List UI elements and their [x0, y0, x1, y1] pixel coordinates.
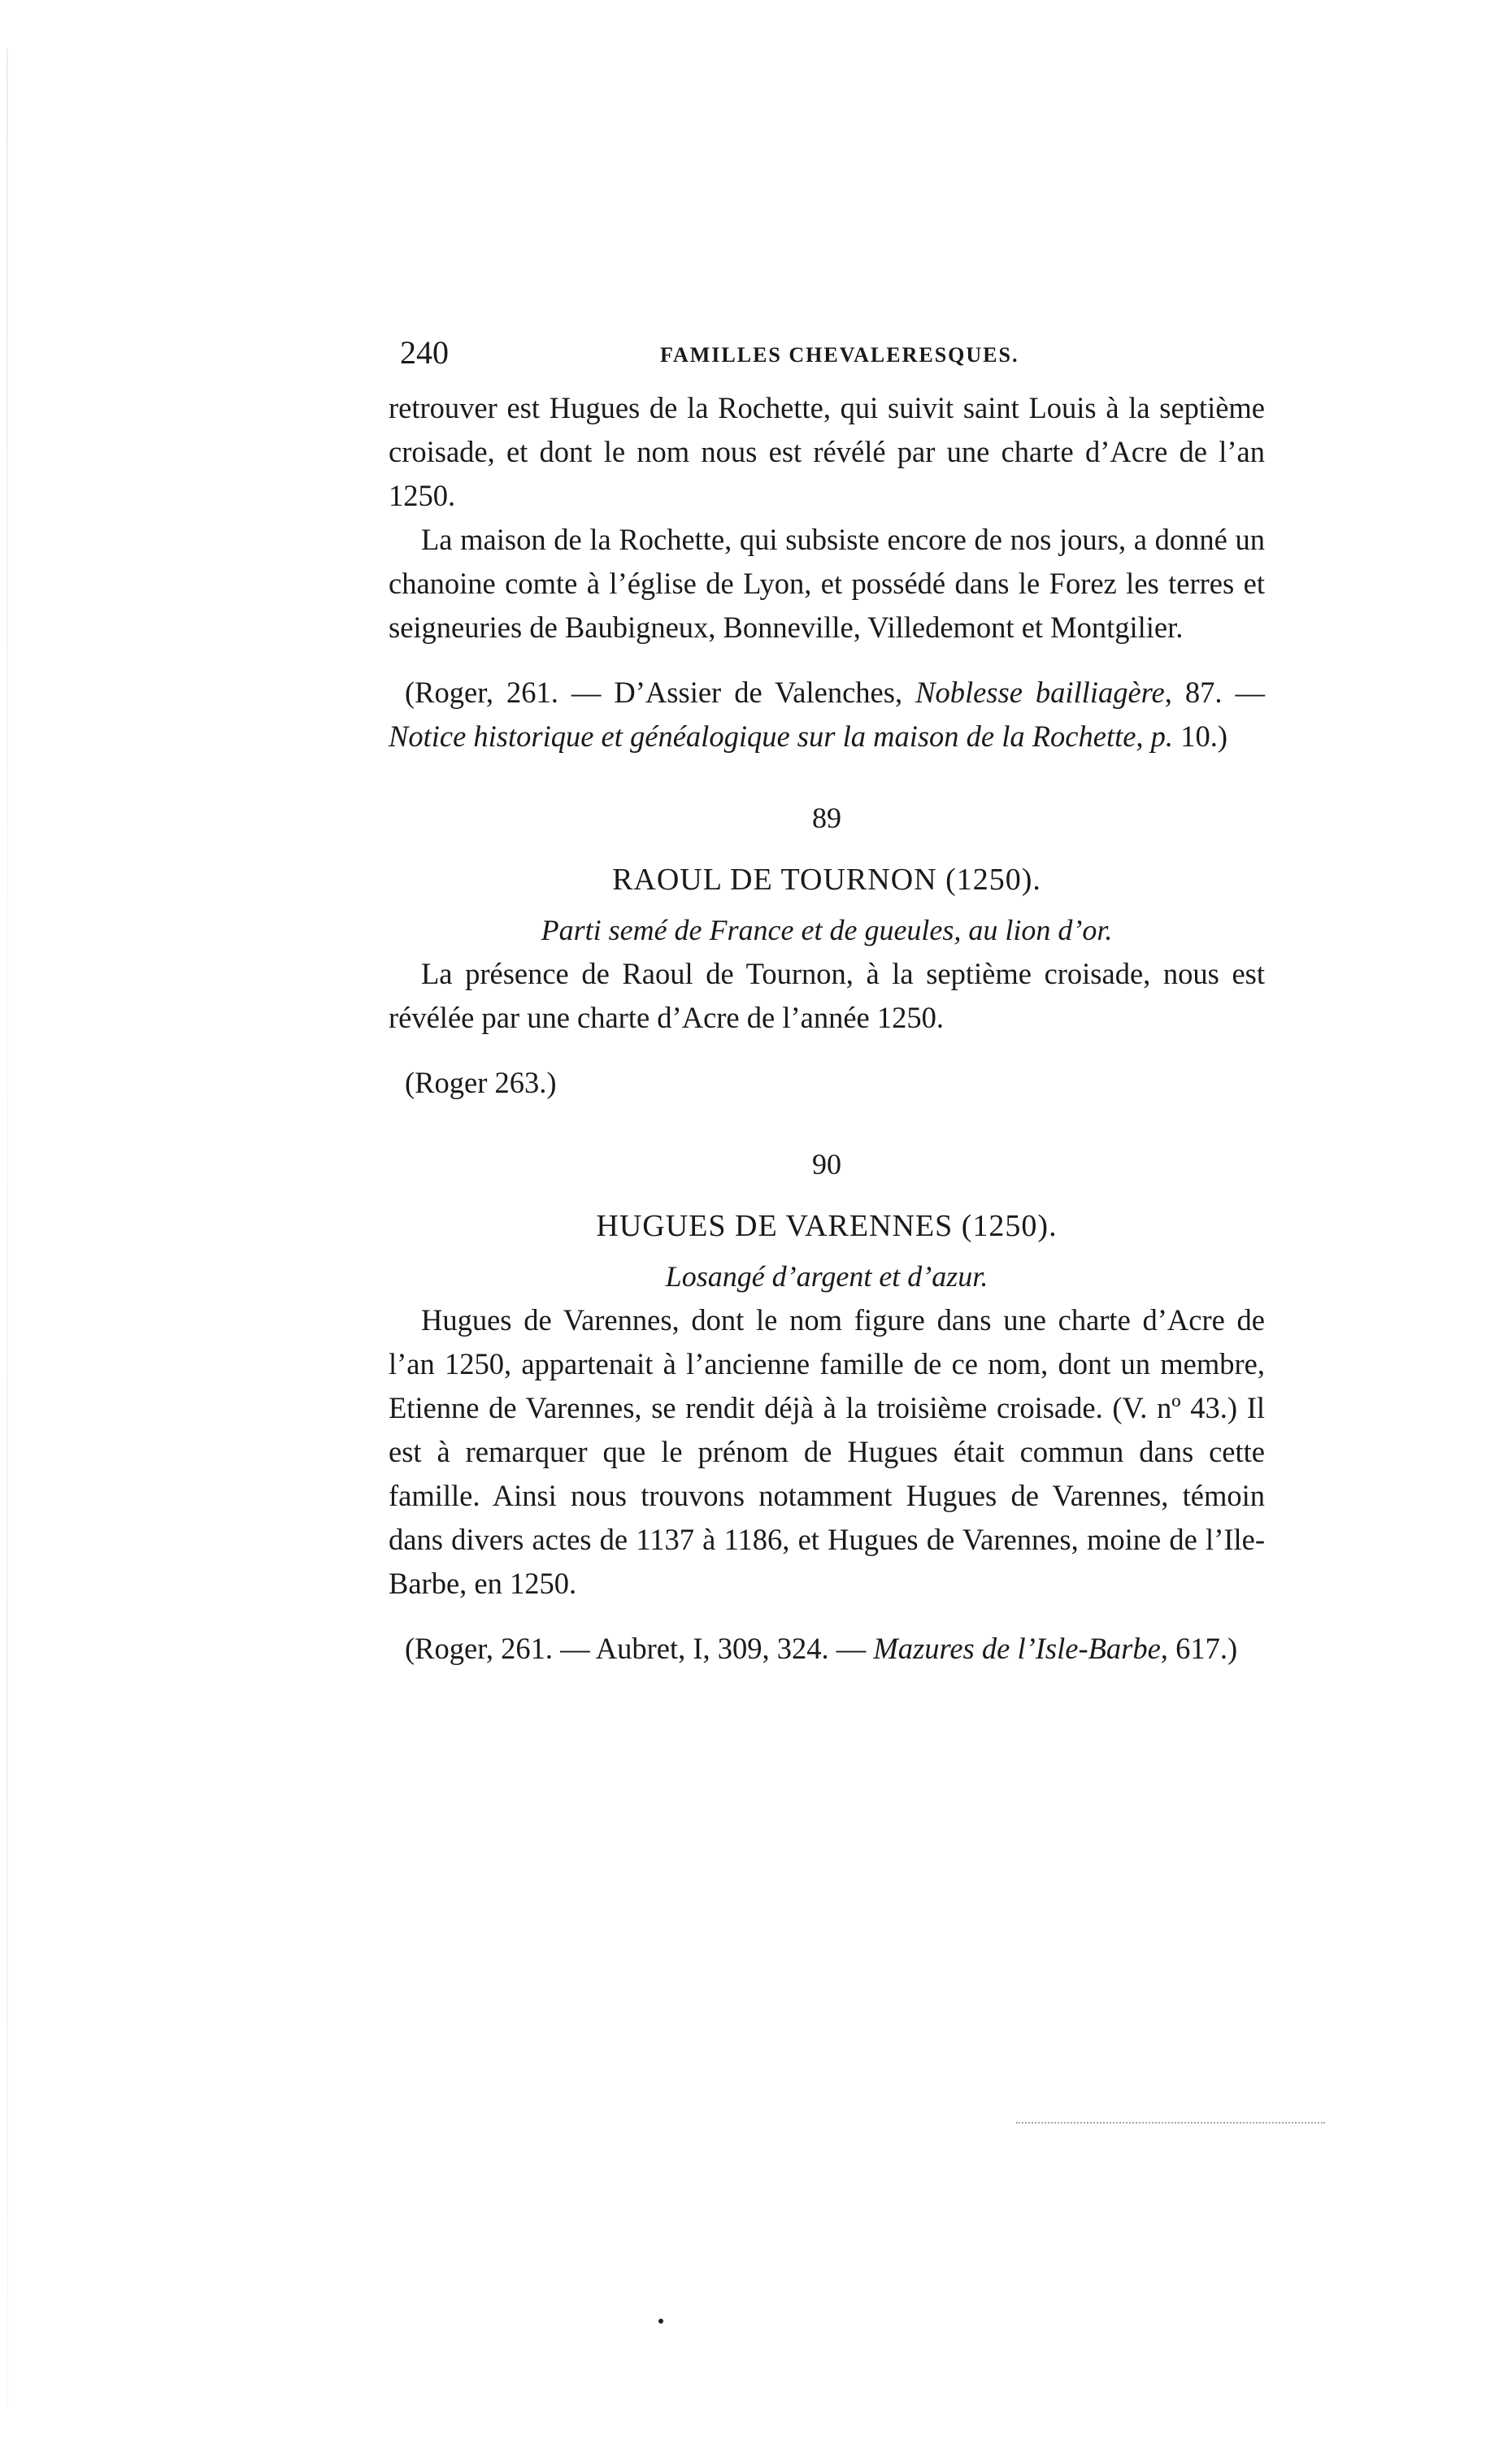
- entry-paragraph: La présence de Raoul de Tournon, à la septième croisade, nous est révélée par une charte d’Acre de l’année 1250.: [389, 957, 1265, 1034]
- citation-text: (Roger, 261. — D’Assier de Valenches,: [405, 676, 916, 709]
- entry-title: RAOUL DE TOURNON (1250).: [612, 863, 1041, 897]
- entry-number: 90: [812, 1148, 841, 1180]
- rochette-citation: [389, 671, 1265, 759]
- entry-citation: [389, 1627, 1265, 1671]
- rochette-paragraph: La maison de la Rochette, qui subsiste encore de nos jours, a donné un chanoine comte à l’église de Lyon, et possédé dans le Forez les terres et seigneuries de Baubigneux, Bonneville, Villedemont et Montgilier.: [389, 523, 1265, 644]
- entry-arms: Losangé d’argent et d’azur.: [665, 1260, 988, 1293]
- entry-arms: Parti semé de France et de gueules, au lion d’or.: [541, 914, 1113, 946]
- entry-paragraph: Hugues de Varennes, dont le nom figure dans une charte d’Acre de l’an 1250, appartenait à l’ancienne famille de ce nom, dont un membre, Etienne de Varennes, se rendit déjà à la troisième croisade. (V. nº 43.) Il est à remarquer que le prénom de Hugues était commun dans cette famille. Ainsi nous trouvons notamment Hugues de Varennes, témoin dans divers actes de 1137 à 1186, et Hugues de Varennes, moine de l’Ile-Barbe, en 1250.: [389, 1303, 1265, 1600]
- entry-number: 89: [812, 802, 841, 834]
- page-number: 240: [400, 334, 449, 371]
- scan-edge-artifact: [7, 49, 8, 2406]
- entry-citation: (Roger 263.): [405, 1066, 557, 1099]
- citation-italic: Mazures de l’Isle-Barbe,: [873, 1632, 1168, 1665]
- scan-dots-artifact: [1016, 2122, 1325, 2128]
- page-header: [400, 333, 1294, 382]
- entry-title: HUGUES DE VARENNES (1250).: [596, 1209, 1058, 1243]
- citation-italic: Noblesse bailliagère: [915, 676, 1165, 709]
- citation-italic: Notice historique et généalogique sur la maison de la Rochette, p.: [389, 720, 1174, 753]
- citation-text: 617.): [1167, 1632, 1238, 1665]
- citation-text: 10.): [1173, 720, 1227, 753]
- text-column: [389, 386, 1265, 1671]
- citation-text: , 87. —: [1164, 676, 1265, 709]
- running-head: FAMILLES CHEVALERESQUES.: [660, 343, 1019, 367]
- continuation-paragraph: retrouver est Hugues de la Rochette, qui suivit saint Louis à la septième croisade, et dont le nom nous est révélé par une charte d’Acre de l’an 1250.: [389, 391, 1265, 512]
- ink-speck: [658, 2319, 663, 2324]
- citation-text: (Roger, 261. — Aubret, I, 309, 324. —: [405, 1632, 874, 1665]
